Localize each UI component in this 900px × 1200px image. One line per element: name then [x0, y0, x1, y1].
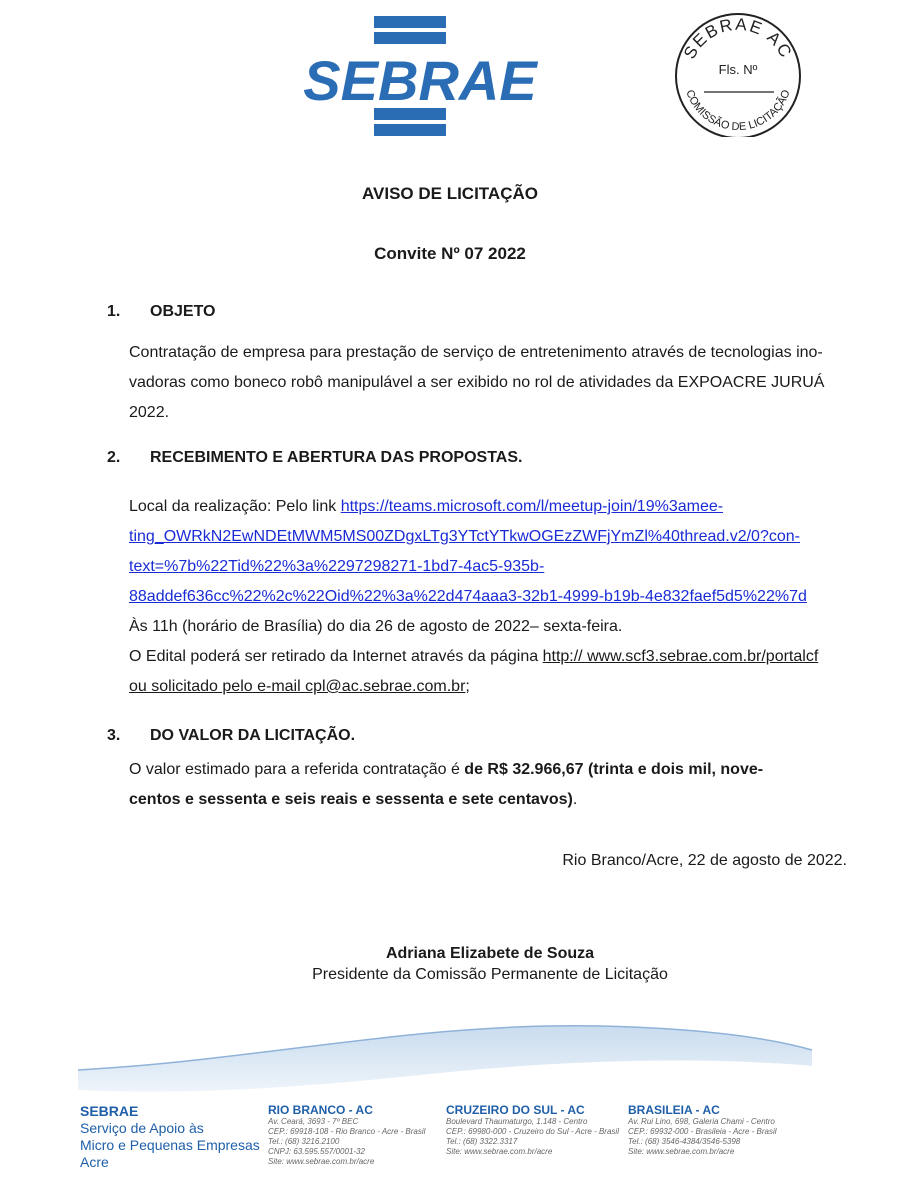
body-line: Contratação de empresa para prestação de serviço de entretenimento através de tecnologias ino- [129, 344, 823, 361]
place-date: Rio Branco/Acre, 22 de agosto de 2022. [562, 852, 847, 869]
sebrae-logo [300, 12, 540, 137]
office-line: Tel.: (68) 3216.2100 [268, 1137, 340, 1146]
teams-meeting-link[interactable]: 88addef636cc%22%2c%22Oid%22%3a%22d474aaa3-32b1-4999-b19b-4e832faef5d5%22%7d [129, 588, 807, 605]
office-line: CEP.: 69918-108 - Rio Branco - Acre - Brasil [268, 1127, 426, 1136]
value-amount: centos e sessenta e seis reais e sessenta e sete centavos) [129, 791, 573, 808]
stamp-label: Fls. Nº [718, 62, 758, 77]
footer-office-rio-branco [268, 1103, 425, 1167]
value-end: . [572, 791, 578, 808]
edital-end: ; [465, 678, 470, 695]
office-line: Tel.: (68) 3322.3317 [446, 1137, 518, 1146]
footer-brand-line: Micro e Pequenas Empresas [80, 1137, 260, 1153]
time-line: Às 11h (horário de Brasília) do dia 26 de agosto de 2022– sexta-feira. [129, 618, 623, 635]
office-line: Site: www.sebrae.com.br/acre [268, 1157, 375, 1166]
value-text: O valor estimado para a referida contratação é [129, 761, 465, 778]
office-line: CNPJ: 63.595.557/0001-32 [268, 1147, 365, 1156]
section-title: RECEBIMENTO E ABERTURA DAS PROPOSTAS. [150, 449, 523, 466]
logo-wordmark: SEBRAE [303, 49, 537, 112]
footer-brand-line: Serviço de Apoio às [80, 1120, 204, 1136]
office-line: CEP.: 69932-000 - Brasileia - Acre - Brasil [628, 1127, 777, 1136]
page-title: AVISO DE LICITAÇÃO [362, 184, 538, 203]
office-line: Boulevard Thaumaturgo, 1.148 - Centro [446, 1117, 588, 1126]
office-line: Tel.: (68) 3546-4384/3546-5398 [628, 1137, 741, 1146]
svg-text:COMISSÃO DE LICITAÇÃO [683, 88, 793, 133]
footer-brand [80, 1103, 260, 1171]
edital-text: O Edital poderá ser retirado da Internet através da página [129, 648, 543, 665]
stamp-top-text: SEBRAE AC [679, 14, 797, 63]
office-title: CRUZEIRO DO SUL - AC [446, 1103, 585, 1117]
section-number: 2. [107, 449, 121, 466]
commission-stamp [668, 12, 808, 137]
section-title: DO VALOR DA LICITAÇÃO. [150, 727, 356, 744]
footer-wave [0, 1020, 900, 1105]
teams-meeting-link[interactable]: ting_OWRkN2EwNDEtMWM5MS00ZDgxLTg3YTctYTkwOGEzZWFjYmZl%40thread.v2/0?con- [129, 528, 800, 545]
svg-text:SEBRAE AC [680, 15, 796, 62]
footer-office-brasileia [628, 1103, 777, 1157]
teams-meeting-link[interactable]: text=%7b%22Tid%22%3a%2297298271-1bd7-4ac5-935b- [129, 558, 545, 575]
body-line: 2022. [129, 404, 170, 421]
office-line: CEP.: 69980-000 - Cruzeiro do Sul - Acre - Brasil [446, 1127, 619, 1136]
footer-brand-line: Acre [80, 1154, 109, 1170]
signatory-name: Adriana Elizabete de Souza [385, 945, 595, 962]
office-title: RIO BRANCO - AC [268, 1103, 373, 1117]
page-subtitle: Convite Nº 07 2022 [374, 244, 526, 263]
section-number: 1. [107, 303, 121, 320]
value-amount: de R$ 32.966,67 (trinta e dois mil, nove- [464, 761, 764, 778]
section-1-body [129, 338, 849, 428]
section-title: OBJETO [150, 303, 216, 320]
office-title: BRASILEIA - AC [628, 1103, 720, 1117]
stamp-bottom-text: COMISSÃO DE LICITAÇÃO [683, 88, 793, 134]
office-line: Av. Rui Lino, 698, Galeria Chami - Centro [628, 1117, 775, 1126]
footer-office-cruzeiro-do-sul [446, 1103, 619, 1157]
section-2-body [129, 492, 849, 702]
local-label: Local da realização: Pelo link [129, 498, 341, 515]
body-line: vadoras como boneco robô manipulável a ser exibido no rol de atividades da EXPOACRE JURUÁ [129, 374, 825, 391]
office-line: Site: www.sebrae.com.br/acre [628, 1147, 735, 1156]
section-number: 3. [107, 727, 121, 744]
office-line: Site: www.sebrae.com.br/acre [446, 1147, 553, 1156]
portal-link[interactable]: http:// www.scf3.sebrae.com.br/portalcf [542, 648, 819, 665]
signatory-role: Presidente da Comissão Permanente de Licitação [312, 966, 668, 983]
email-link[interactable]: ou solicitado pelo e-mail cpl@ac.sebrae.com.br [129, 678, 466, 695]
office-line: Av. Ceará, 3693 - 7º BEC [268, 1117, 359, 1126]
section-3-body [129, 755, 849, 815]
teams-meeting-link[interactable]: https://teams.microsoft.com/l/meetup-join/19%3amee- [340, 498, 724, 515]
footer-brand-name: SEBRAE [80, 1103, 139, 1119]
